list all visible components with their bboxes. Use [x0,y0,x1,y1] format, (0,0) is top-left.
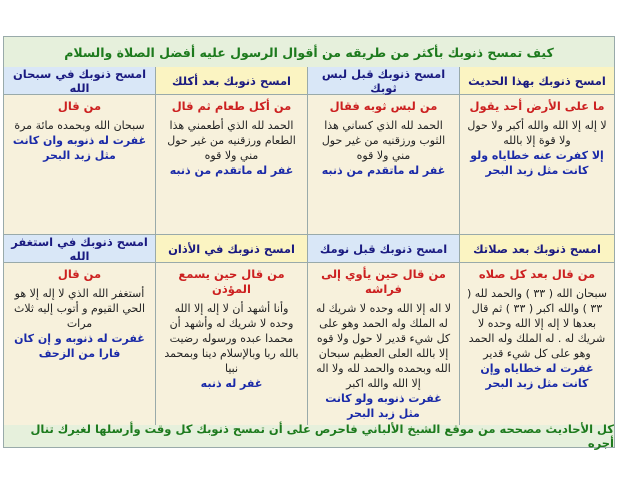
caption: من قال حين يسمع المؤذن [178,267,285,296]
reward-text: غفر له ذنبه [200,377,263,390]
row1-cell-4 [4,95,155,235]
caption: من قال حين يأوي إلى فراشه [321,267,446,296]
body-text: سبحان الله ( ٣٣ ) والحمد لله ( ٣٣ ) والله اكبر ( ٣٣ ) ثم قال بعدها لا إله إلا الله وحده لا شريك له . له الملك وله الحمد وهو على كل شيء قدير [466,287,608,360]
reward-text: إلا كفرت عنه خطاياه ولو كانت مثل زبد البحر [470,149,604,177]
caption: من قال بعد كل صلاه [478,267,596,281]
reward-text: غفر له ماتقدم من ذنبه [169,164,294,177]
caption: من قال [57,267,102,281]
row1-header-3: امسح ذنوبك بعد أكلك [155,67,307,95]
body-text: سبحان الله وبحمده مائة مرة [14,119,145,132]
row1-cell-2 [307,95,459,235]
caption: من لبس ثوبه فقال [329,99,438,113]
body-text: الحمد لله الذي كساني هذا الثوب ورزقنيه من غير حول مني ولا قوه [321,119,446,162]
row1-bodies [4,95,614,235]
row2-cell-4 [4,263,155,429]
body-text: لا إله إلا الله والله أكبر ولا حول ولا قوة إلا بالله [467,119,607,147]
caption: من أكل طعام ثم قال [171,99,292,113]
row2-header-3: امسح ذنوبك في الأذان [155,235,307,263]
row2-headers [4,235,614,263]
row2-bodies [4,263,614,429]
reward-text: غفرت له ذنوبه و إن كان فارا من الزحف [14,332,145,360]
row1-cell-1 [459,95,614,235]
row1-headers [4,67,614,95]
row2-header-2: امسح ذنوبك قبل نومك [307,235,459,263]
row2-cell-3 [155,263,307,429]
row2-cell-1 [459,263,614,429]
board-footer: كل الأحاديث مصححه من موقع الشيخ الألباني فاحرص على أن تمسح ذنوبك كل وقت وأرسلها لغيرك تنال أجره [4,425,614,447]
body-text: وأنا أشهد أن لا إله إلا الله وحده لا شريك له وأشهد أن محمدا عبده ورسوله رضيت بالله ربا وبالإسلام دينا وبمحمد نبيا [164,302,299,375]
reward-text: غفرت ذنوبه ولو كانت مثل زبد البحر [325,392,442,420]
hadith-board [3,36,615,448]
row2-header-1: امسح ذنوبك بعد صلاتك [459,235,614,263]
reward-text: غفر له ماتقدم من ذنبه [321,164,446,177]
caption: ما على الأرض أحد يقول [469,99,605,113]
row1-header-1: امسح ذنوبك بهذا الحديث [459,67,614,95]
hadith-grid [4,67,614,429]
row2-header-4: امسح ذنوبك في استغفر الله [4,235,155,263]
body-text: أستغفر الله الذي لا إله إلا هو الحي القيوم و أتوب إليه ثلاث مرات [13,287,146,330]
caption: من قال [57,99,102,113]
reward-text: غفرت له خطاياه وإن كانت مثل زبد البحر [480,362,594,390]
board-title: كيف تمسح ذنوبك بأكثر من طريقه من أقوال الرسول عليه أفضل الصلاة والسلام [4,37,614,68]
body-text: الحمد لله الذي أطعمني هذا الطعام ورزقنيه من غير حول مني ولا قوه [167,119,296,162]
row1-cell-3 [155,95,307,235]
row2-cell-2 [307,263,459,429]
reward-text: غفرت له ذنوبه وان كانت مثل زبد البحر [12,134,147,162]
body-text: لا اله إلا الله وحده لا شريك له له الملك وله الحمد وهو على كل شيء قدير لا حول ولا قوه إلا بالله العلى العظيم سبحان الله وبحمده والحمد لله ولا اله إلا الله والله اكبر [315,302,452,390]
row1-header-2: امسح ذنوبك قبل لبس ثوبك [307,67,459,95]
row1-header-4: امسح ذنوبك في سبحان الله [4,67,155,95]
